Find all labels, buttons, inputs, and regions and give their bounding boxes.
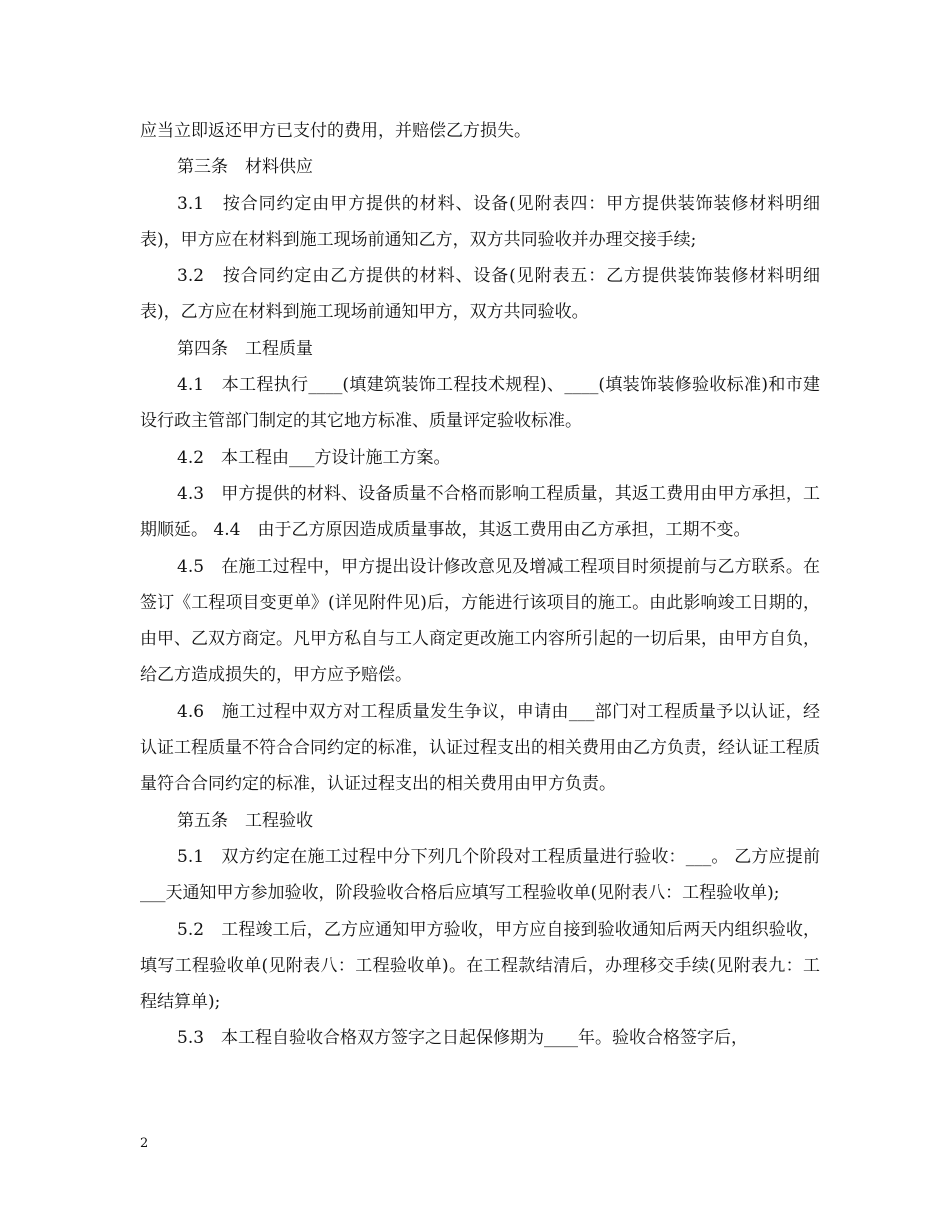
- section-heading-5: 第五条 工程验收: [177, 810, 313, 831]
- clause-3-2: 3.2 按合同约定由乙方提供的材料、设备(见附表五：乙方提供装饰装修材料明细表)，乙方应在材料到施工现场前通知甲方，双方共同验收。: [140, 266, 820, 323]
- document-body: [140, 113, 820, 1057]
- clause-3-1: 3.1 按合同约定由甲方提供的材料、设备(见附表四：甲方提供装饰装修材料明细表)，甲方应在材料到施工现场前通知乙方，双方共同验收并办理交接手续;: [140, 193, 820, 250]
- clause-5-1: 5.1 双方约定在施工过程中分下列几个阶段对工程质量进行验收：___。 乙方应提前___天通知甲方参加验收，阶段验收合格后应填写工程验收单(见附表八：工程验收单);: [140, 846, 820, 904]
- page-number: 2: [140, 1136, 149, 1151]
- clause-4-2: 4.2 本工程由___方设计施工方案。: [177, 447, 451, 468]
- section-heading-3: 第三条 材料供应: [177, 157, 313, 178]
- section-heading-4: 第四条 工程质量: [177, 338, 313, 359]
- clause-4-5: 4.5 在施工过程中，甲方提出设计修改意见及增减工程项目时须提前与乙方联系。在签订《工程项目变更单》(详见附件见)后，方能进行该项目的施工。由此影响竣工日期的，由甲、乙双方商定。凡甲方私自与工人商定更改施工内容所引起的一切后果，由甲方自负，给乙方造成损失的，甲方应予赔偿。: [140, 556, 820, 686]
- paragraph-1: 应当立即返还甲方已支付的费用，并赔偿乙方损失。: [140, 121, 531, 141]
- clause-4-3: 4.3 甲方提供的材料、设备质量不合格而影响工程质量，其返工费用由甲方承担，工期顺延。 4.4 由于乙方原因造成质量事故，其返工费用由乙方承担，工期不变。: [140, 483, 820, 541]
- clause-4-6: 4.6 施工过程中双方对工程质量发生争议，申请由___部门对工程质量予以认证，经认证工程质量不符合合同约定的标准，认证过程支出的相关费用由乙方负责，经认证工程质量符合合同约定的标准，认证过程支出的相关费用由甲方负责。: [140, 701, 820, 795]
- clause-5-3: 5.3 本工程自验收合格双方签字之日起保修期为____年。验收合格签字后，: [177, 1028, 749, 1049]
- clause-5-2: 5.2 工程竣工后，乙方应通知甲方验收，甲方应自接到验收通知后两天内组织验收，填写工程验收单(见附表八：工程验收单)。在工程款结清后，办理移交手续(见附表九：工程结算单);: [140, 919, 820, 1013]
- clause-4-1: 4.1 本工程执行____(填建筑装饰工程技术规程)、____(填装饰装修验收标准)和市建设行政主管部门制定的其它地方标准、质量评定验收标准。: [140, 375, 820, 432]
